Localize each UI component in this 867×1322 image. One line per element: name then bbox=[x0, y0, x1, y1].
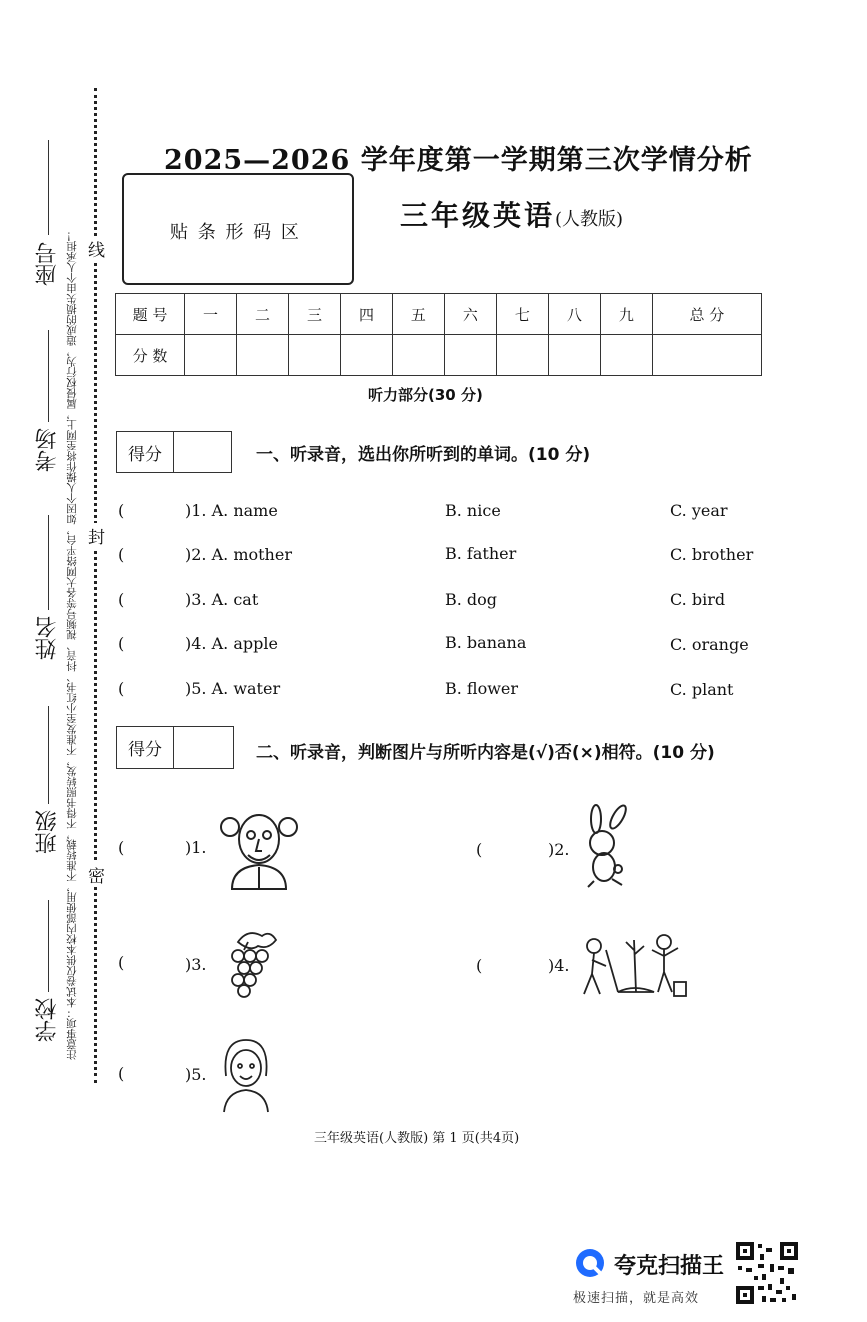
field-seat-number: 座号 bbox=[35, 242, 60, 286]
score-col-8: 八 bbox=[548, 294, 600, 335]
section2-score-label: 得分 bbox=[117, 727, 174, 768]
score-col-3: 三 bbox=[288, 294, 340, 335]
score-table-header-row bbox=[116, 294, 762, 335]
page-footer: 三年级英语(人教版) 第 1 页(共4页) bbox=[314, 1131, 520, 1146]
answer-paren: ( bbox=[118, 679, 125, 698]
field-school-line bbox=[48, 900, 49, 992]
answer-paren: ( bbox=[118, 634, 125, 653]
score-cell[interactable] bbox=[496, 335, 548, 376]
score-cell[interactable] bbox=[185, 335, 237, 376]
score-col-9: 九 bbox=[600, 294, 652, 335]
section2-score-box bbox=[116, 726, 234, 769]
q2-option-a[interactable]: )2. A. mother bbox=[185, 545, 292, 564]
q2-option-b[interactable]: B. father bbox=[445, 544, 517, 563]
field-class: 班级 bbox=[35, 810, 60, 854]
watermark-slogan: 极速扫描，就是高效 bbox=[573, 1291, 700, 1306]
answer-paren: ( bbox=[118, 838, 125, 857]
q5-option-a[interactable]: )5. A. water bbox=[185, 679, 281, 698]
picture-q5-label: )5. bbox=[185, 1065, 207, 1084]
answer-paren: ( bbox=[118, 953, 125, 972]
subject-name: 三年级英语 bbox=[400, 199, 556, 232]
seal-mark-mi: 密 bbox=[88, 862, 105, 887]
score-cell[interactable] bbox=[548, 335, 600, 376]
notice-text: 注意事项：本试卷仅供本校内部使用，不准转载，不得书照转发，不准发至小红书、抖音、视频号等各大网络平台，如因个人操作将至网上，属侵权行为，造成的损失由个人承担！ bbox=[66, 230, 78, 1060]
field-name-line bbox=[48, 515, 49, 610]
section1-heading: 一、听录音，选出你所听到的单词。(10 分) bbox=[256, 445, 591, 465]
grandpa-picture bbox=[218, 805, 300, 891]
q5-option-b[interactable]: B. flower bbox=[445, 679, 519, 698]
score-col-label: 题 号 bbox=[116, 294, 185, 335]
q4-option-c[interactable]: C. orange bbox=[670, 635, 749, 654]
qr-code-icon bbox=[734, 1240, 800, 1306]
q1-option-c[interactable]: C. year bbox=[670, 501, 728, 520]
score-cell[interactable] bbox=[288, 335, 340, 376]
q4-option-b[interactable]: B. banana bbox=[445, 633, 527, 652]
score-col-total: 总 分 bbox=[652, 294, 761, 335]
score-col-5: 五 bbox=[392, 294, 444, 335]
score-cell[interactable] bbox=[392, 335, 444, 376]
field-class-line bbox=[48, 706, 49, 804]
field-school: 学校 bbox=[35, 998, 60, 1042]
answer-paren: ( bbox=[476, 956, 483, 975]
quark-logo-icon bbox=[574, 1247, 606, 1279]
section1-score-input[interactable] bbox=[174, 432, 231, 472]
listening-heading: 听力部分(30 分) bbox=[368, 386, 483, 404]
q3-option-b[interactable]: B. dog bbox=[445, 590, 498, 609]
score-row-label: 分 数 bbox=[116, 335, 185, 376]
score-col-2: 二 bbox=[236, 294, 288, 335]
score-table-value-row bbox=[116, 335, 762, 376]
answer-paren: ( bbox=[118, 545, 125, 564]
seal-mark-feng: 封 bbox=[88, 523, 105, 548]
score-col-6: 六 bbox=[444, 294, 496, 335]
field-seat-line bbox=[48, 140, 49, 235]
subject-title bbox=[400, 194, 623, 234]
section2-score-input[interactable] bbox=[174, 727, 233, 768]
answer-paren: ( bbox=[118, 501, 125, 520]
grapes-picture bbox=[218, 928, 280, 998]
score-cell[interactable] bbox=[652, 335, 761, 376]
answer-paren: ( bbox=[118, 1064, 125, 1083]
score-col-7: 七 bbox=[496, 294, 548, 335]
picture-q1-label: )1. bbox=[185, 838, 207, 857]
score-table bbox=[115, 293, 762, 376]
seal-mark-xian: 线 bbox=[88, 236, 105, 261]
planting-trees-picture bbox=[578, 930, 696, 1002]
picture-q2-label: )2. bbox=[548, 840, 570, 859]
picture-q3-label: )3. bbox=[185, 955, 207, 974]
score-cell[interactable] bbox=[444, 335, 496, 376]
score-cell[interactable] bbox=[236, 335, 288, 376]
score-col-1: 一 bbox=[185, 294, 237, 335]
rabbit-picture bbox=[578, 805, 634, 889]
score-cell[interactable] bbox=[340, 335, 392, 376]
section1-score-label: 得分 bbox=[117, 432, 174, 472]
subject-edition: (人教版) bbox=[555, 209, 624, 230]
q1-option-a[interactable]: )1. A. name bbox=[185, 501, 278, 520]
q4-option-a[interactable]: )4. A. apple bbox=[185, 634, 278, 653]
picture-q4-label: )4. bbox=[548, 956, 570, 975]
girl-picture bbox=[218, 1036, 274, 1112]
answer-paren: ( bbox=[476, 840, 483, 859]
score-cell[interactable] bbox=[600, 335, 652, 376]
barcode-label: 贴 条 形 码 区 bbox=[170, 222, 301, 243]
q5-option-c[interactable]: C. plant bbox=[670, 680, 734, 699]
answer-paren: ( bbox=[118, 590, 125, 609]
field-exam-room: 考场 bbox=[35, 428, 60, 472]
exam-title: 2025—2026 学年度第一学期第三次学情分析 bbox=[164, 145, 753, 176]
watermark-brand: 夸克扫描王 bbox=[614, 1254, 725, 1279]
field-name: 姓名 bbox=[35, 616, 60, 660]
q3-option-c[interactable]: C. bird bbox=[670, 590, 726, 609]
q1-option-b[interactable]: B. nice bbox=[445, 501, 501, 520]
score-col-4: 四 bbox=[340, 294, 392, 335]
section1-score-box bbox=[116, 431, 232, 473]
q3-option-a[interactable]: )3. A. cat bbox=[185, 590, 259, 609]
q2-option-c[interactable]: C. brother bbox=[670, 545, 754, 564]
section2-heading: 二、听录音，判断图片与所听内容是(√)否(×)相符。(10 分) bbox=[256, 743, 715, 763]
field-room-line bbox=[48, 330, 49, 422]
